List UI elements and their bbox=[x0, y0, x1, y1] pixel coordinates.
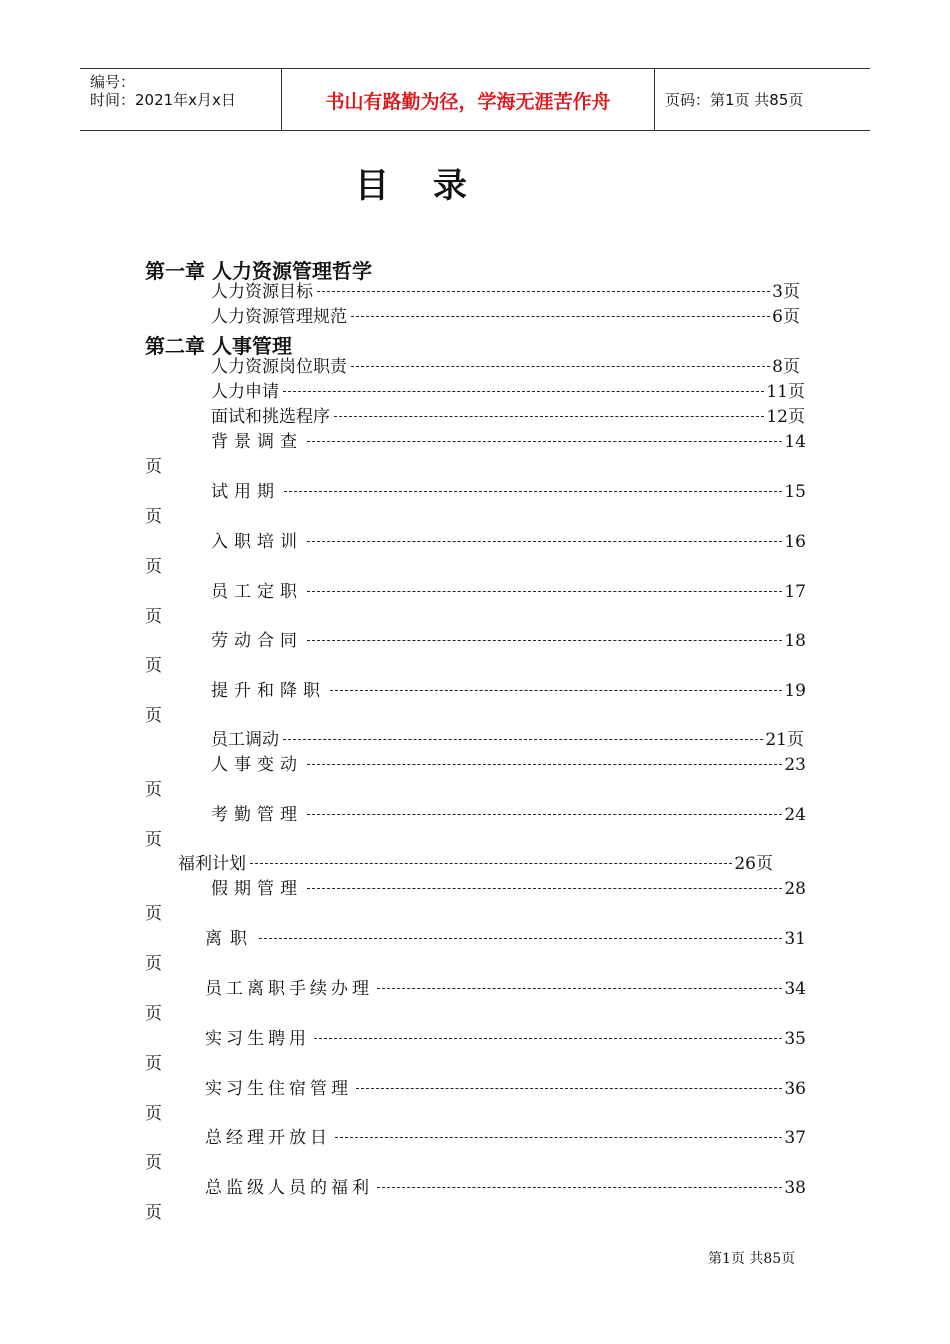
toc-entry-title: 人力资源岗位职责 bbox=[211, 357, 347, 377]
toc-leader-line bbox=[334, 416, 764, 417]
toc-entry-title: 员工定职 bbox=[211, 582, 303, 602]
toc-leader-line bbox=[250, 863, 732, 864]
toc-entry-page-suffix: 页 bbox=[145, 706, 162, 726]
toc-entry-page: 15 bbox=[784, 482, 806, 502]
toc-entry-title: 假期管理 bbox=[211, 879, 303, 899]
toc-entry[interactable] bbox=[211, 355, 800, 379]
toc-entry-title: 实习生聘用 bbox=[205, 1029, 310, 1049]
toc-leader-line bbox=[351, 366, 770, 367]
toc-entry-page: 16 bbox=[784, 532, 806, 552]
toc-entry[interactable] bbox=[205, 1027, 806, 1051]
toc-entry[interactable] bbox=[211, 305, 800, 329]
toc-entry[interactable] bbox=[211, 728, 804, 752]
toc-entry-page: 19 bbox=[784, 681, 806, 701]
toc-leader-line bbox=[314, 1038, 782, 1039]
toc-entry[interactable] bbox=[211, 629, 806, 653]
page-title: 目录 bbox=[355, 166, 511, 206]
toc-entry-page-suffix: 页 bbox=[145, 1004, 162, 1024]
toc-entry[interactable] bbox=[205, 1077, 806, 1101]
toc-leader-line bbox=[307, 888, 782, 889]
toc-leader-line bbox=[377, 1187, 782, 1188]
toc-entry[interactable] bbox=[211, 480, 806, 504]
toc-entry-page-suffix: 页 bbox=[145, 1104, 162, 1124]
toc-entry[interactable] bbox=[211, 753, 806, 777]
toc-entry[interactable] bbox=[211, 580, 806, 604]
toc-entry-page: 34 bbox=[784, 979, 806, 999]
toc-leader-line bbox=[377, 988, 782, 989]
toc-leader-line bbox=[330, 690, 782, 691]
toc-entry[interactable] bbox=[205, 1126, 806, 1150]
toc-entry-title: 总经理开放日 bbox=[205, 1128, 331, 1148]
toc-entry-page: 17 bbox=[784, 582, 806, 602]
toc-entry-page-suffix: 页 bbox=[145, 1153, 162, 1173]
toc-entry-title: 人力申请 bbox=[211, 382, 279, 402]
toc-entry-page: 3页 bbox=[772, 282, 800, 302]
toc-leader-line bbox=[307, 640, 782, 641]
toc-entry-page-suffix: 页 bbox=[145, 557, 162, 577]
toc-entry-page: 24 bbox=[784, 805, 806, 825]
toc-leader-line bbox=[307, 764, 782, 765]
toc-entry-page: 38 bbox=[784, 1178, 806, 1198]
toc-entry-page: 14 bbox=[784, 432, 806, 452]
toc-leader-line bbox=[259, 938, 782, 939]
toc-leader-line bbox=[356, 1088, 782, 1089]
chapter-heading-2: 第二章 人事管理 bbox=[145, 334, 292, 358]
header-motto: 书山有路勤为径，学海无涯苦作舟 bbox=[325, 91, 611, 113]
toc-entry[interactable] bbox=[178, 852, 773, 876]
toc-entry-page: 12页 bbox=[766, 407, 805, 427]
toc-leader-line bbox=[283, 391, 764, 392]
toc-entry[interactable] bbox=[211, 380, 805, 404]
toc-entry-page: 21页 bbox=[765, 730, 804, 750]
toc-entry-title: 背景调查 bbox=[211, 432, 303, 452]
toc-entry-page-suffix: 页 bbox=[145, 507, 162, 527]
toc-entry[interactable] bbox=[211, 405, 805, 429]
toc-entry-title: 面试和挑选程序 bbox=[211, 407, 330, 427]
toc-entry-title: 提升和降职 bbox=[211, 681, 326, 701]
toc-entry-page: 36 bbox=[784, 1079, 806, 1099]
toc-entry-title: 离职 bbox=[205, 929, 255, 949]
toc-entry-page: 28 bbox=[784, 879, 806, 899]
toc-entry[interactable] bbox=[205, 1176, 806, 1200]
toc-leader-line bbox=[307, 814, 782, 815]
toc-entry[interactable] bbox=[211, 280, 800, 304]
toc-entry[interactable] bbox=[211, 877, 806, 901]
toc-entry-title: 员工调动 bbox=[211, 730, 279, 750]
toc-entry[interactable] bbox=[211, 430, 806, 454]
toc-entry-page-suffix: 页 bbox=[145, 954, 162, 974]
toc-entry-page: 35 bbox=[784, 1029, 806, 1049]
toc-entry-title: 人力资源目标 bbox=[211, 282, 313, 302]
toc-entry-title: 实习生住宿管理 bbox=[205, 1079, 352, 1099]
header-page-info: 页码：第1页 共85页 bbox=[665, 91, 804, 109]
toc-entry-page-suffix: 页 bbox=[145, 1203, 162, 1223]
toc-entry-title: 劳动合同 bbox=[211, 631, 303, 651]
toc-entry-page: 26页 bbox=[734, 854, 773, 874]
toc-leader-line bbox=[307, 441, 782, 442]
toc-leader-line bbox=[317, 291, 770, 292]
page-footer: 第1页 共85页 bbox=[708, 1251, 796, 1267]
toc-entry-page-suffix: 页 bbox=[145, 656, 162, 676]
toc-leader-line bbox=[307, 591, 782, 592]
toc-entry-page: 11页 bbox=[766, 382, 805, 402]
toc-entry-page: 8页 bbox=[772, 357, 800, 377]
document-date-label: 时间：2021年x月x日 bbox=[90, 91, 236, 109]
toc-entry-page: 37 bbox=[784, 1128, 806, 1148]
toc-leader-line bbox=[283, 739, 763, 740]
toc-entry-page-suffix: 页 bbox=[145, 457, 162, 477]
toc-entry-title: 考勤管理 bbox=[211, 805, 303, 825]
toc-entry[interactable] bbox=[205, 977, 806, 1001]
toc-entry-page: 18 bbox=[784, 631, 806, 651]
toc-entry-page-suffix: 页 bbox=[145, 904, 162, 924]
toc-entry-page: 6页 bbox=[772, 307, 800, 327]
toc-entry[interactable] bbox=[211, 679, 806, 703]
toc-entry-page: 31 bbox=[784, 929, 806, 949]
toc-entry-page-suffix: 页 bbox=[145, 780, 162, 800]
toc-leader-line bbox=[284, 491, 782, 492]
toc-entry-page-suffix: 页 bbox=[145, 607, 162, 627]
toc-entry-page-suffix: 页 bbox=[145, 1054, 162, 1074]
toc-entry-page-suffix: 页 bbox=[145, 830, 162, 850]
toc-leader-line bbox=[335, 1137, 782, 1138]
toc-entry-page: 23 bbox=[784, 755, 806, 775]
document-number-label: 编号： bbox=[90, 73, 136, 91]
toc-entry[interactable] bbox=[205, 927, 806, 951]
toc-leader-line bbox=[307, 541, 782, 542]
toc-leader-line bbox=[351, 316, 770, 317]
toc-entry-title: 福利计划 bbox=[178, 854, 246, 874]
toc-entry-title: 员工离职手续办理 bbox=[205, 979, 373, 999]
toc-entry[interactable] bbox=[211, 530, 806, 554]
chapter-heading-1: 第一章 人力资源管理哲学 bbox=[145, 259, 372, 283]
toc-entry-title: 人事变动 bbox=[211, 755, 303, 775]
toc-entry-title: 入职培训 bbox=[211, 532, 303, 552]
toc-entry-title: 人力资源管理规范 bbox=[211, 307, 347, 327]
toc-entry[interactable] bbox=[211, 803, 806, 827]
toc-entry-title: 总监级人员的福利 bbox=[205, 1178, 373, 1198]
toc-entry-title: 试用期 bbox=[211, 482, 280, 502]
